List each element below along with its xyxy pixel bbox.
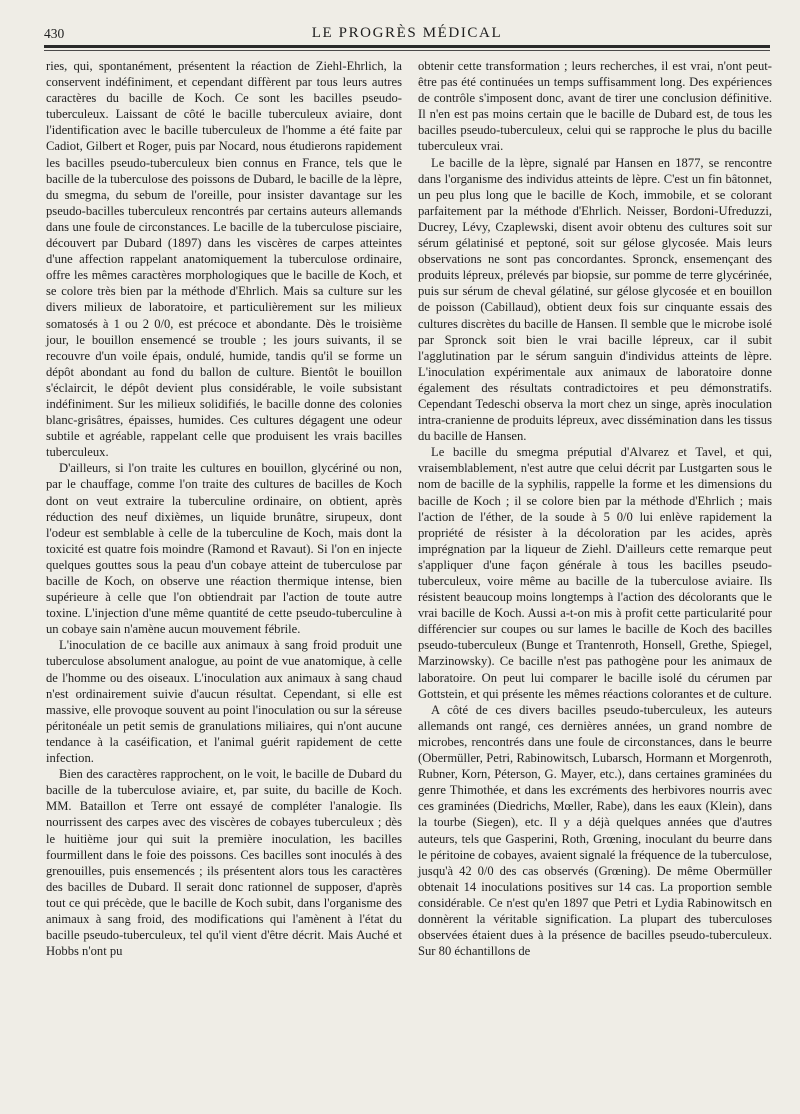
- right-column: [418, 58, 772, 959]
- running-header: [44, 22, 770, 44]
- header-rule-thick: [44, 45, 770, 48]
- journal-title: LE PROGRÈS MÉDICAL: [311, 25, 503, 41]
- paragraph: obtenir cette transformation ; leurs recherches, il est vrai, n'ont peut-être pas été continuées un temps suffisamment long. Des expériences de contrôle s'imposent donc, avant de tirer une conclusion définitive. Il n'en est pas moins certain que le bacille de Dubard est, de tous les bacilles pseudo-tuberculeux, celui qui se rapproche le plus du bacille tuberculeux vrai.: [418, 59, 772, 154]
- page-number: 430: [44, 26, 65, 41]
- paragraph: Bien des caractères rapprochent, on le voit, le bacille de Dubard du bacille de la tuberculose aviaire, et, par suite, du bacille de Koch. MM. Bataillon et Terre ont essayé de compléter l'analogie. Ils nourrissent des carpes avec des viscères de cobayes tuberculeux ; dès le huitième jour qui suit la première inoculation, les bacilles fourmillent dans le foie des poissons. Ces bacilles sont inoculés à des grenouilles, puis ensemencés ; ils présentent alors tous les caractères des bacilles de Dubard. Il serait donc rationnel de supposer, d'après tout ce qui précède, que le bacille de Koch subit, dans l'organisme des animaux à sang froid, des modifications qui l'amènent à l'état du bacille pseudo-tuberculeux, tel qu'il vient d'être décrit. Mais Auché et Hobbs n'ont pu: [46, 767, 402, 959]
- paragraph: A côté de ces divers bacilles pseudo-tuberculeux, les auteurs allemands ont rangé, ces dernières années, un grand nombre de microbes, rencontrés dans une foule de circonstances, dans le beurre (Obermüller, Petri, Rabinowitsch, Lubarsch, Hormann et Morgenroth, Rubner, Korn, Péterson, G. Mayer, etc.), dans certaines graminées du genre Thimothée, et dans les excréments des herbivores nourris avec ces graminées (Diedrichs, Mœller, Rabe), dans les eaux (Klein), dans la tourbe (Siegen), etc. Il y a déjà quelques années que d'autres auteurs, tels que Gasperini, Roth, Grœning, inoculant du beurre dans le péritoine de cobayes, avaient signalé la fréquence de la tuberculose, jusqu'à 42 0/0 des cas observés (Grœning). De même Obermüller obtenait 14 inoculations positives sur 14 cas. La proportion semble considérable. Ce n'est qu'en 1897 que Petri et Lydia Rabinowitsch en donnèrent la véritable signification. La plupart des tuberculoses observées étaient dues à la présence de bacilles pseudo-tuberculeux. Sur 80 échantillons de: [418, 702, 772, 959]
- header-rule-thin: [44, 50, 770, 51]
- paragraph: Le bacille du smegma préputial d'Alvarez et Tavel, et qui, vraisemblablement, n'est autre que celui décrit par Lustgarten sous le nom de bacille de la syphilis, rappelle la forme et les dimensions du bacille de Koch ; il se colore bien par la méthode d'Ehrlich ; mais l'action de l'éther, de la soude à 5 0/0 lui enlève rapidement la propriété de résister à la décoloration par les acides, après imprégnation par la liqueur de Ziehl. D'ailleurs cette remarque peut s'appliquer d'une façon générale à tous les bacilles pseudo-tuberculeux, voire même au bacille de la tuberculose aviaire. Ils résistent beaucoup moins longtemps à l'action des décolorants que le vrai bacille de Koch. Aussi a-t-on mis à profit cette particularité pour différencier sur coupes ou sur lames le bacille de Koch des bacilles pseudo-tuberculeux (Bunge et Trantenroth, Honsell, Grethe, Spiegel, Marzinowsky). Ce bacille n'est pas pathogène pour les animaux de laboratoire. On peut lui comparer le bacille isolé du cérumen par Gottstein, et qui présente les mêmes réactions colorantes et de culture.: [418, 445, 772, 701]
- paragraph: L'inoculation de ce bacille aux animaux à sang froid produit une tuberculose absolument analogue, au point de vue anatomique, à celle de l'homme ou des oiseaux. L'inoculation aux animaux à sang chaud n'est ordinairement suivie d'aucun résultat. Cependant, si elle est massive, elle provoque souvent au point l'inoculation ou sur la séreuse péritonéale un petit semis de granulations miliaires, qui n'ont aucune tendance à la caséification, et l'animal guérit rapidement de cette infection.: [46, 638, 402, 766]
- left-column: [46, 58, 402, 959]
- paragraph: ries, qui, spontanément, présentent la réaction de Ziehl-Ehrlich, la conservent indéfiniment, et cependant diffèrent par tous leurs autres caractères du bacille de Koch. Ce sont les bacilles pseudo-tuberculeux. Laissant de côté le bacille tuberculeux aviaire, dont l'identification avec le bacille tuberculeux de l'homme a été faite par Cadiot, Gilbert et Roger, puis par Nocard, nous étudierons rapidement les bacilles pseudo-tuberculeux bien connus en France, tels que le bacille de la tuberculose des poissons de Dubard, le bacille de la lèpre, du smegma, du sebum de l'oreille, pour insister davantage sur les pseudo-bacilles tuberculeux rencontrés par certains auteurs allemands dans une foule de circonstances. Le bacille de la tuberculose pisciaire, découvert par Dubard (1897) dans les viscères de carpes atteintes d'une affection rappelant anatomiquement la tuberculose ordinaire, offre les mêmes caractères morphologiques que le bacille de Koch, et se colore très bien par la méthode d'Ehrlich. Mais sa culture sur les divers milieux de laboratoire, et particulièrement sur les milieux somatosés à 1 ou 2 0/0, est précoce et abondante. Dès le troisième jour, le bouillon ensemencé se trouble ; les jours suivants, il se recouvre d'un voile épais, ondulé, humide, tandis qu'il se forme un dépôt abondant au fond du ballon de culture. Bientôt le bouillon s'éclaircit, le dépôt devient plus considérable, le voile subsistant indéfiniment. Sur les milieux solidifiés, le bacille donne des colonies blanc-grisâtres, épaisses, humides. Ces cultures dégagent une odeur subtile et agréable, rappelant celle que produisent les vrais bacilles tuberculeux.: [46, 59, 402, 460]
- paragraph: D'ailleurs, si l'on traite les cultures en bouillon, glycériné ou non, par le chauffage, comme l'on traite des cultures de bacilles de Koch dont on veut extraire la tuberculine ordinaire, on obtient, après réduction des neuf dixièmes, un liquide brunâtre, sirupeux, dont l'odeur est semblable à celle de la tuberculine de Koch, mais dont la toxicité est quatre fois moindre (Ramond et Ravaut). Si l'on en injecte quelques gouttes sous la peau d'un cobaye atteint de tuberculose par bacille de Koch, on observe une réaction thermique intense, bien supérieure à celle que l'on obtiendrait par l'action de toute autre toxine. L'injection d'une même quantité de cette pseudo-tuberculine à un cobaye sain n'amène aucun mouvement fébrile.: [46, 461, 402, 637]
- paragraph: Le bacille de la lèpre, signalé par Hansen en 1877, se rencontre dans l'organisme des individus atteints de lèpre. C'est un fin bâtonnet, un peu plus long que le bacille de Koch, immobile, et se colorant parfaitement par la méthode d'Ehrlich. Neisser, Bordoni-Ufreduzzi, Ducrey, Lévy, Czaplewski, disent avoir obtenu des cultures soit sur sérum gélatinisé et peptoné, soit sur gélose glycosée. Mais leurs observations ne sont pas concordantes. Spronck, ensemençant des produits lépreux, prélevés par biopsie, sur pomme de terre glycérinée, puis sur sérum de cheval gélatiné, sur gélose glycosée et en bouillon de poisson (Cabillaud), obtient deux fois sur cinquante essais des cultures discrètes du bacille de Hansen. Il semble que le microbe isolé par Spronck soit bien le vrai bacille lépreux, car il subit l'agglutination par le sérum sanguin d'individus atteints de lèpre. L'inoculation expérimentale aux animaux de laboratoire donne également des résultats contradictoires et peu démonstratifs. Cependant Tedeschi observa la mort chez un singe, après inoculation intra-cranienne de produits lépreux, avec dissémination dans les tissus du bacille de Hansen.: [418, 155, 772, 444]
